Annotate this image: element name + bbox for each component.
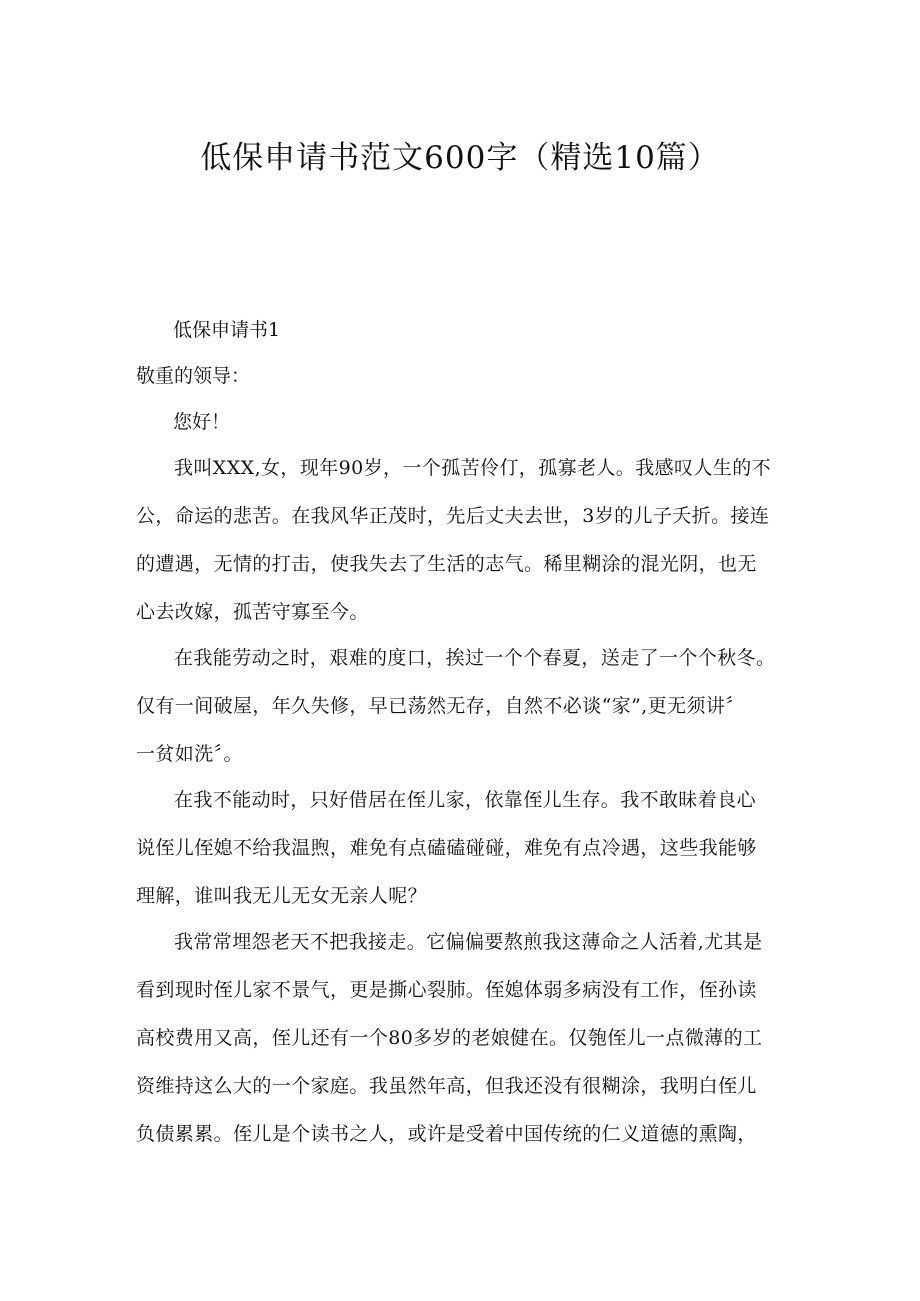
paragraph-line: 我叫XXX,女，现年90岁，一个孤苦伶仃，孤寡老人。我感叹人生的不	[174, 457, 771, 479]
paragraph-line: 负债累累。侄儿是个读书之人，或许是受着中国传统的仁义道德的熏陶，	[136, 1123, 757, 1145]
paragraph-line: 仅有一间破屋，年久失修，早已荡然无存，自然不必谈“家”,更无须讲〞	[136, 695, 745, 717]
paragraph-line: 看到现时侄儿家不景气，更是撕心裂肺。侄媳体弱多病没有工作，侄孙读	[136, 979, 757, 1001]
salutation: 敬重的领导：	[136, 365, 251, 387]
paragraph-line: 的遭遇，无情的打击，使我失去了生活的志气。稀里糊涂的混光阴，也无	[136, 553, 757, 575]
paragraph-line: 公，命运的悲苦。在我风华正茂时，先后丈夫去世，3岁的儿子夭折。接连	[136, 505, 770, 527]
paragraph-4	[136, 930, 792, 1146]
paragraph-line: 心去改嫁，孤苦守寡至今。	[136, 601, 369, 623]
paragraph-2	[136, 646, 792, 766]
greeting: 您好！	[173, 411, 231, 433]
document-body	[136, 318, 792, 1146]
paragraph-line: 说侄儿侄媳不给我温煦，难免有点磕磕碰碰，难免有点冷遇，这些我能够	[136, 837, 757, 859]
document-title: 低保申请书范文600字（精选10篇）	[200, 140, 720, 176]
section-heading: 低保申请书1	[173, 319, 281, 341]
paragraph-line: 在我不能动时，只好借居在侄儿家，依靠侄儿生存。我不敢昧着良心	[174, 789, 757, 811]
paragraph-line: 资维持这么大的一个家庭。我虽然年高，但我还没有很糊涂，我明白侄儿	[136, 1075, 757, 1097]
paragraph-1	[136, 456, 792, 624]
paragraph-line: 理解，谁叫我无儿无女无亲人呢？	[136, 885, 428, 907]
paragraph-line: 一贫如洗〞。	[136, 743, 243, 765]
paragraph-3	[136, 788, 792, 908]
paragraph-line: 在我能劳动之时，艰难的度口，挨过一个个春夏，送走了一个个秋冬。	[174, 647, 776, 669]
paragraph-line: 我常常埋怨老天不把我接走。它偏偏要熬煎我这薄命之人活着,尤其是	[174, 931, 763, 953]
paragraph-line: 高校费用又高，侄儿还有一个80多岁的老娘健在。仅匏侄儿一点微薄的工	[136, 1027, 763, 1049]
